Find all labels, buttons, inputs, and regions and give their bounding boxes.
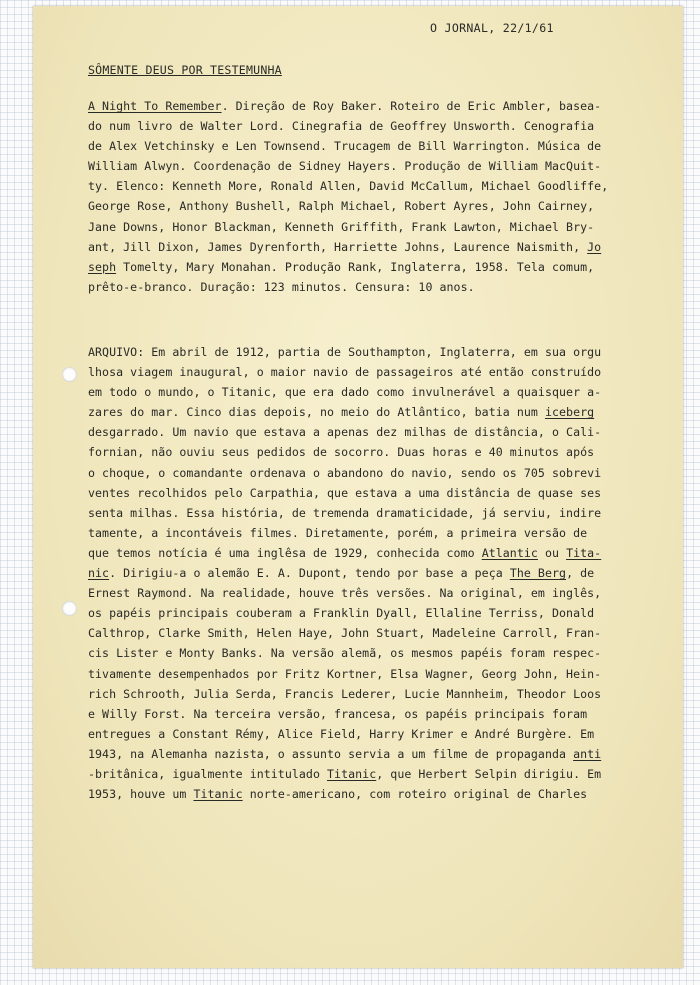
text-line	[88, 664, 601, 684]
text-line	[88, 156, 608, 176]
underlined-text: nic	[88, 566, 110, 581]
text-line	[88, 362, 601, 382]
text-run: ou	[537, 545, 567, 560]
underlined-text: anti	[573, 746, 602, 761]
text-run: Ernest Raymond. Na realidade, houve três versões. Na original, em inglês,	[88, 586, 602, 601]
text-run: . Dirigiu-a o alemão E. A. Dupont, tendo por base a peça	[109, 566, 510, 581]
text-line	[88, 684, 601, 704]
text-run: William Alwyn. Coordenação de Sidney Hayers. Produção de William MacQuit-	[88, 159, 602, 174]
text-run: , de	[566, 566, 595, 581]
text-run: desgarrado. Um navio que estava a apenas dez milhas de distância, o Cali-	[88, 425, 602, 440]
punch-hole	[62, 601, 77, 616]
text-run: o choque, o comandante ordenava o abandono do navio, sendo os 705 sobrevi	[88, 465, 602, 480]
text-run: 1953, houve um	[88, 787, 194, 802]
archive-paragraph	[88, 342, 601, 804]
text-line	[88, 402, 601, 422]
text-line	[88, 623, 601, 643]
article-title: SÔMENTE DEUS POR TESTEMUNHA	[88, 63, 282, 77]
text-line	[88, 217, 608, 237]
text-line	[88, 96, 608, 116]
credits-paragraph	[88, 96, 608, 297]
text-run: lhosa viagem inaugural, o maior navio de passageiros até então construído	[88, 365, 602, 380]
text-run: Jane Downs, Honor Blackman, Kenneth Griffith, Frank Lawton, Michael Bry-	[88, 219, 595, 234]
text-line	[88, 563, 601, 583]
text-line	[88, 543, 601, 563]
text-line	[88, 643, 601, 663]
text-line	[88, 176, 608, 196]
text-run: fornian, não ouviu seus pedidos de socorro. Duas horas e 40 minutos após	[88, 445, 595, 460]
underlined-text: seph	[88, 259, 117, 274]
text-line	[88, 342, 601, 362]
text-run: e Willy Forst. Na terceira versão, francesa, os papéis principais foram	[88, 706, 588, 721]
underlined-text: Titanic	[193, 787, 243, 802]
text-line	[88, 503, 601, 523]
text-line	[88, 196, 608, 216]
underlined-text: iceberg	[544, 405, 595, 420]
text-run: cis Lister e Monty Banks. Na versão alemã, os mesmos papéis foram respec-	[88, 646, 602, 661]
text-run: -britânica, igualmente intitulado	[88, 766, 328, 781]
text-run: ARQUIVO: Em abril de 1912, partia de Southampton, Inglaterra, em sua orgu	[88, 345, 602, 359]
text-line	[88, 116, 608, 136]
text-run: de Alex Vetchinsky e Len Townsend. Trucagem de Bill Warrington. Música de	[88, 139, 602, 154]
text-run: . Direção de Roy Baker. Roteiro de Eric Ambler, basea-	[221, 99, 602, 113]
text-run: George Rose, Anthony Bushell, Ralph Michael, Robert Ayres, John Cairney,	[88, 199, 595, 214]
text-run: que temos notícia é uma inglêsa de 1929, conhecida como	[88, 545, 482, 560]
text-run: 1943, na Alemanha nazista, o assunto servia a um filme de propaganda	[88, 746, 574, 761]
text-run: os papéis principais couberam a Franklin Dyall, Ellaline Terriss, Donald	[88, 606, 595, 621]
text-run: zares do mar. Cinco dias depois, no meio do Atlântico, batia num	[88, 405, 545, 420]
underlined-text: Titanic	[327, 766, 377, 781]
underlined-text: Jo	[587, 239, 602, 254]
underlined-text: The Berg	[509, 566, 567, 581]
text-line	[88, 136, 608, 156]
text-run: tivamente desempenhados por Fritz Kortner, Elsa Wagner, Georg John, Hein-	[88, 666, 602, 681]
text-run: Calthrop, Clarke Smith, Helen Haye, John Stuart, Madeleine Carroll, Fran-	[88, 626, 602, 641]
text-run: entregues a Constant Rémy, Alice Field, Harry Krimer e André Burgère. Em	[88, 726, 595, 741]
text-run: em todo o mundo, o Titanic, que era dado como invulnerável a quaisquer a-	[88, 385, 602, 400]
text-line	[88, 744, 601, 764]
text-line	[88, 603, 601, 623]
punch-hole	[62, 367, 77, 382]
text-run: rich Schrooth, Julia Serda, Francis Lederer, Lucie Mannheim, Theodor Loos	[88, 686, 602, 701]
text-run: ventes recolhidos pelo Carpathia, que estava a uma distância de quase ses	[88, 485, 602, 500]
text-line	[88, 523, 601, 543]
text-line	[88, 764, 601, 784]
text-line	[88, 704, 601, 724]
text-line	[88, 583, 601, 603]
underlined-text: Atlantic	[481, 545, 538, 560]
text-run: norte-americano, com roteiro original de Charles	[242, 787, 588, 802]
text-line	[88, 277, 608, 297]
text-run: prêto-e-branco. Duração: 123 minutos. Censura: 10 anos.	[88, 279, 475, 294]
text-run: Tomelty, Mary Monahan. Produção Rank, Inglaterra, 1958. Tela comum,	[116, 259, 595, 274]
text-line	[88, 724, 601, 744]
document-page	[33, 6, 683, 968]
text-run: tamente, a incontáveis filmes. Diretamente, porém, a primeira versão de	[88, 525, 588, 540]
text-run: do num livro de Walter Lord. Cinegrafia de Geoffrey Unsworth. Cenografia	[88, 119, 595, 134]
text-line	[88, 442, 601, 462]
text-run: ty. Elenco: Kenneth More, Ronald Allen, David McCallum, Michael Goodliffe,	[88, 179, 609, 194]
text-run: , que Herbert Selpin dirigiu. Em	[376, 766, 602, 781]
text-line	[88, 237, 608, 257]
underlined-text: A Night To Remember	[88, 99, 222, 113]
text-line	[88, 422, 601, 442]
text-line	[88, 382, 601, 402]
text-line	[88, 257, 608, 277]
text-line	[88, 784, 601, 804]
underlined-text: Tita-	[566, 545, 602, 560]
text-run: senta milhas. Essa história, de tremenda dramaticidade, já serviu, indire	[88, 505, 602, 520]
text-line	[88, 483, 601, 503]
text-line	[88, 463, 601, 483]
source-date-header: O JORNAL, 22/1/61	[430, 21, 554, 35]
text-run: ant, Jill Dixon, James Dyrenforth, Harriette Johns, Laurence Naismith,	[88, 239, 588, 254]
